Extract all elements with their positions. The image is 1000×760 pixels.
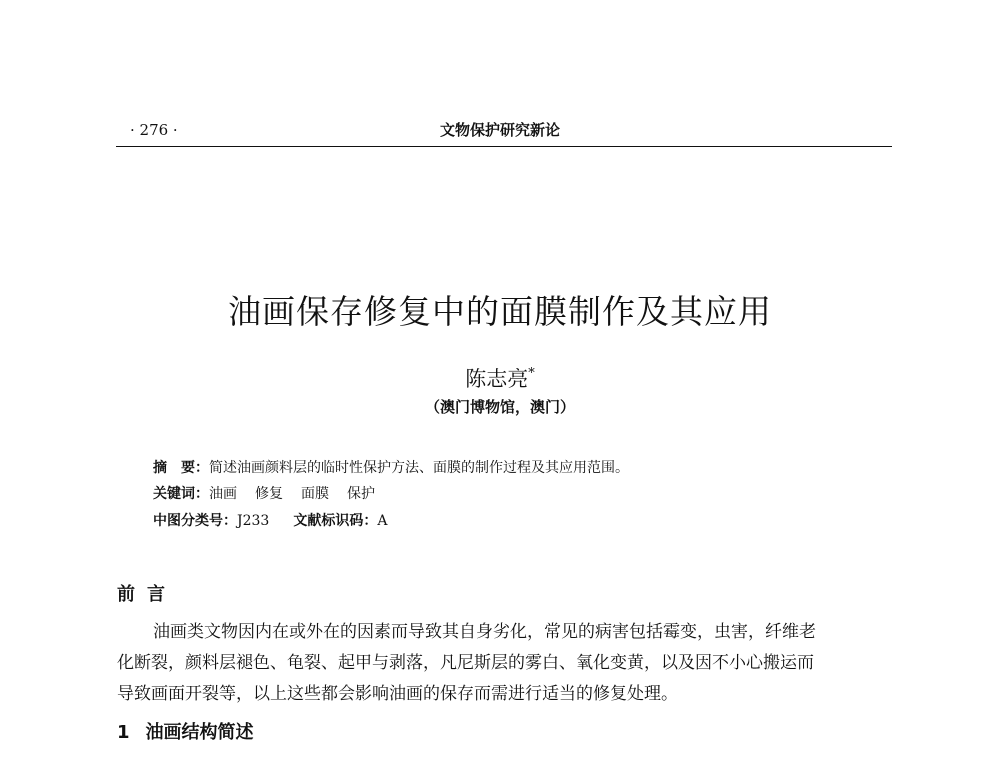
paragraph-line: 导致画面开裂等，以上这些都会影响油画的保存而需进行适当的修复处理。 bbox=[117, 684, 678, 704]
abstract bbox=[153, 457, 629, 477]
document-code-value: A bbox=[377, 513, 388, 529]
keywords-label: 关键词： bbox=[153, 486, 209, 502]
abstract-label: 摘 要： bbox=[153, 460, 209, 476]
keyword-item: 修复 bbox=[255, 486, 283, 502]
keyword-item: 油画 bbox=[209, 486, 237, 502]
keywords bbox=[153, 483, 393, 503]
document-code-label: 文献标识码： bbox=[293, 513, 378, 529]
header-rule bbox=[116, 146, 892, 147]
running-title: 文物保护研究新论 bbox=[439, 121, 560, 139]
author-name: 陈志亮 bbox=[465, 367, 529, 391]
page-number: · 276 · bbox=[130, 121, 178, 139]
article-title: 油画保存修复中的面膜制作及其应用 bbox=[228, 292, 772, 331]
classification-label: 中图分类号： bbox=[153, 513, 237, 529]
section-number: 1 bbox=[117, 722, 130, 743]
classification bbox=[153, 510, 387, 530]
author-line bbox=[0, 363, 1000, 393]
abstract-text: 简述油画颜料层的临时性保护方法、面膜的制作过程及其应用范围。 bbox=[209, 460, 629, 476]
author-affiliation: （澳门博物馆，澳门） bbox=[424, 398, 575, 416]
preface-paragraph bbox=[117, 617, 892, 710]
paragraph-line: 化断裂，颜料层褪色、龟裂、起甲与剥落，凡尼斯层的雾白、氧化变黄，以及因不小心搬运而 bbox=[117, 653, 814, 673]
paragraph-line: 油画类文物因内在或外在的因素而导致其自身劣化，常见的病害包括霉变，虫害，纤维老 bbox=[153, 622, 816, 642]
preface-heading: 前言 bbox=[117, 584, 177, 605]
keyword-item: 面膜 bbox=[301, 486, 329, 502]
section-title: 油画结构简述 bbox=[145, 722, 254, 743]
author-footnote-mark: * bbox=[528, 366, 535, 381]
keyword-item: 保护 bbox=[347, 486, 375, 502]
classification-value: J233 bbox=[237, 513, 270, 529]
section-1-heading bbox=[117, 718, 254, 744]
